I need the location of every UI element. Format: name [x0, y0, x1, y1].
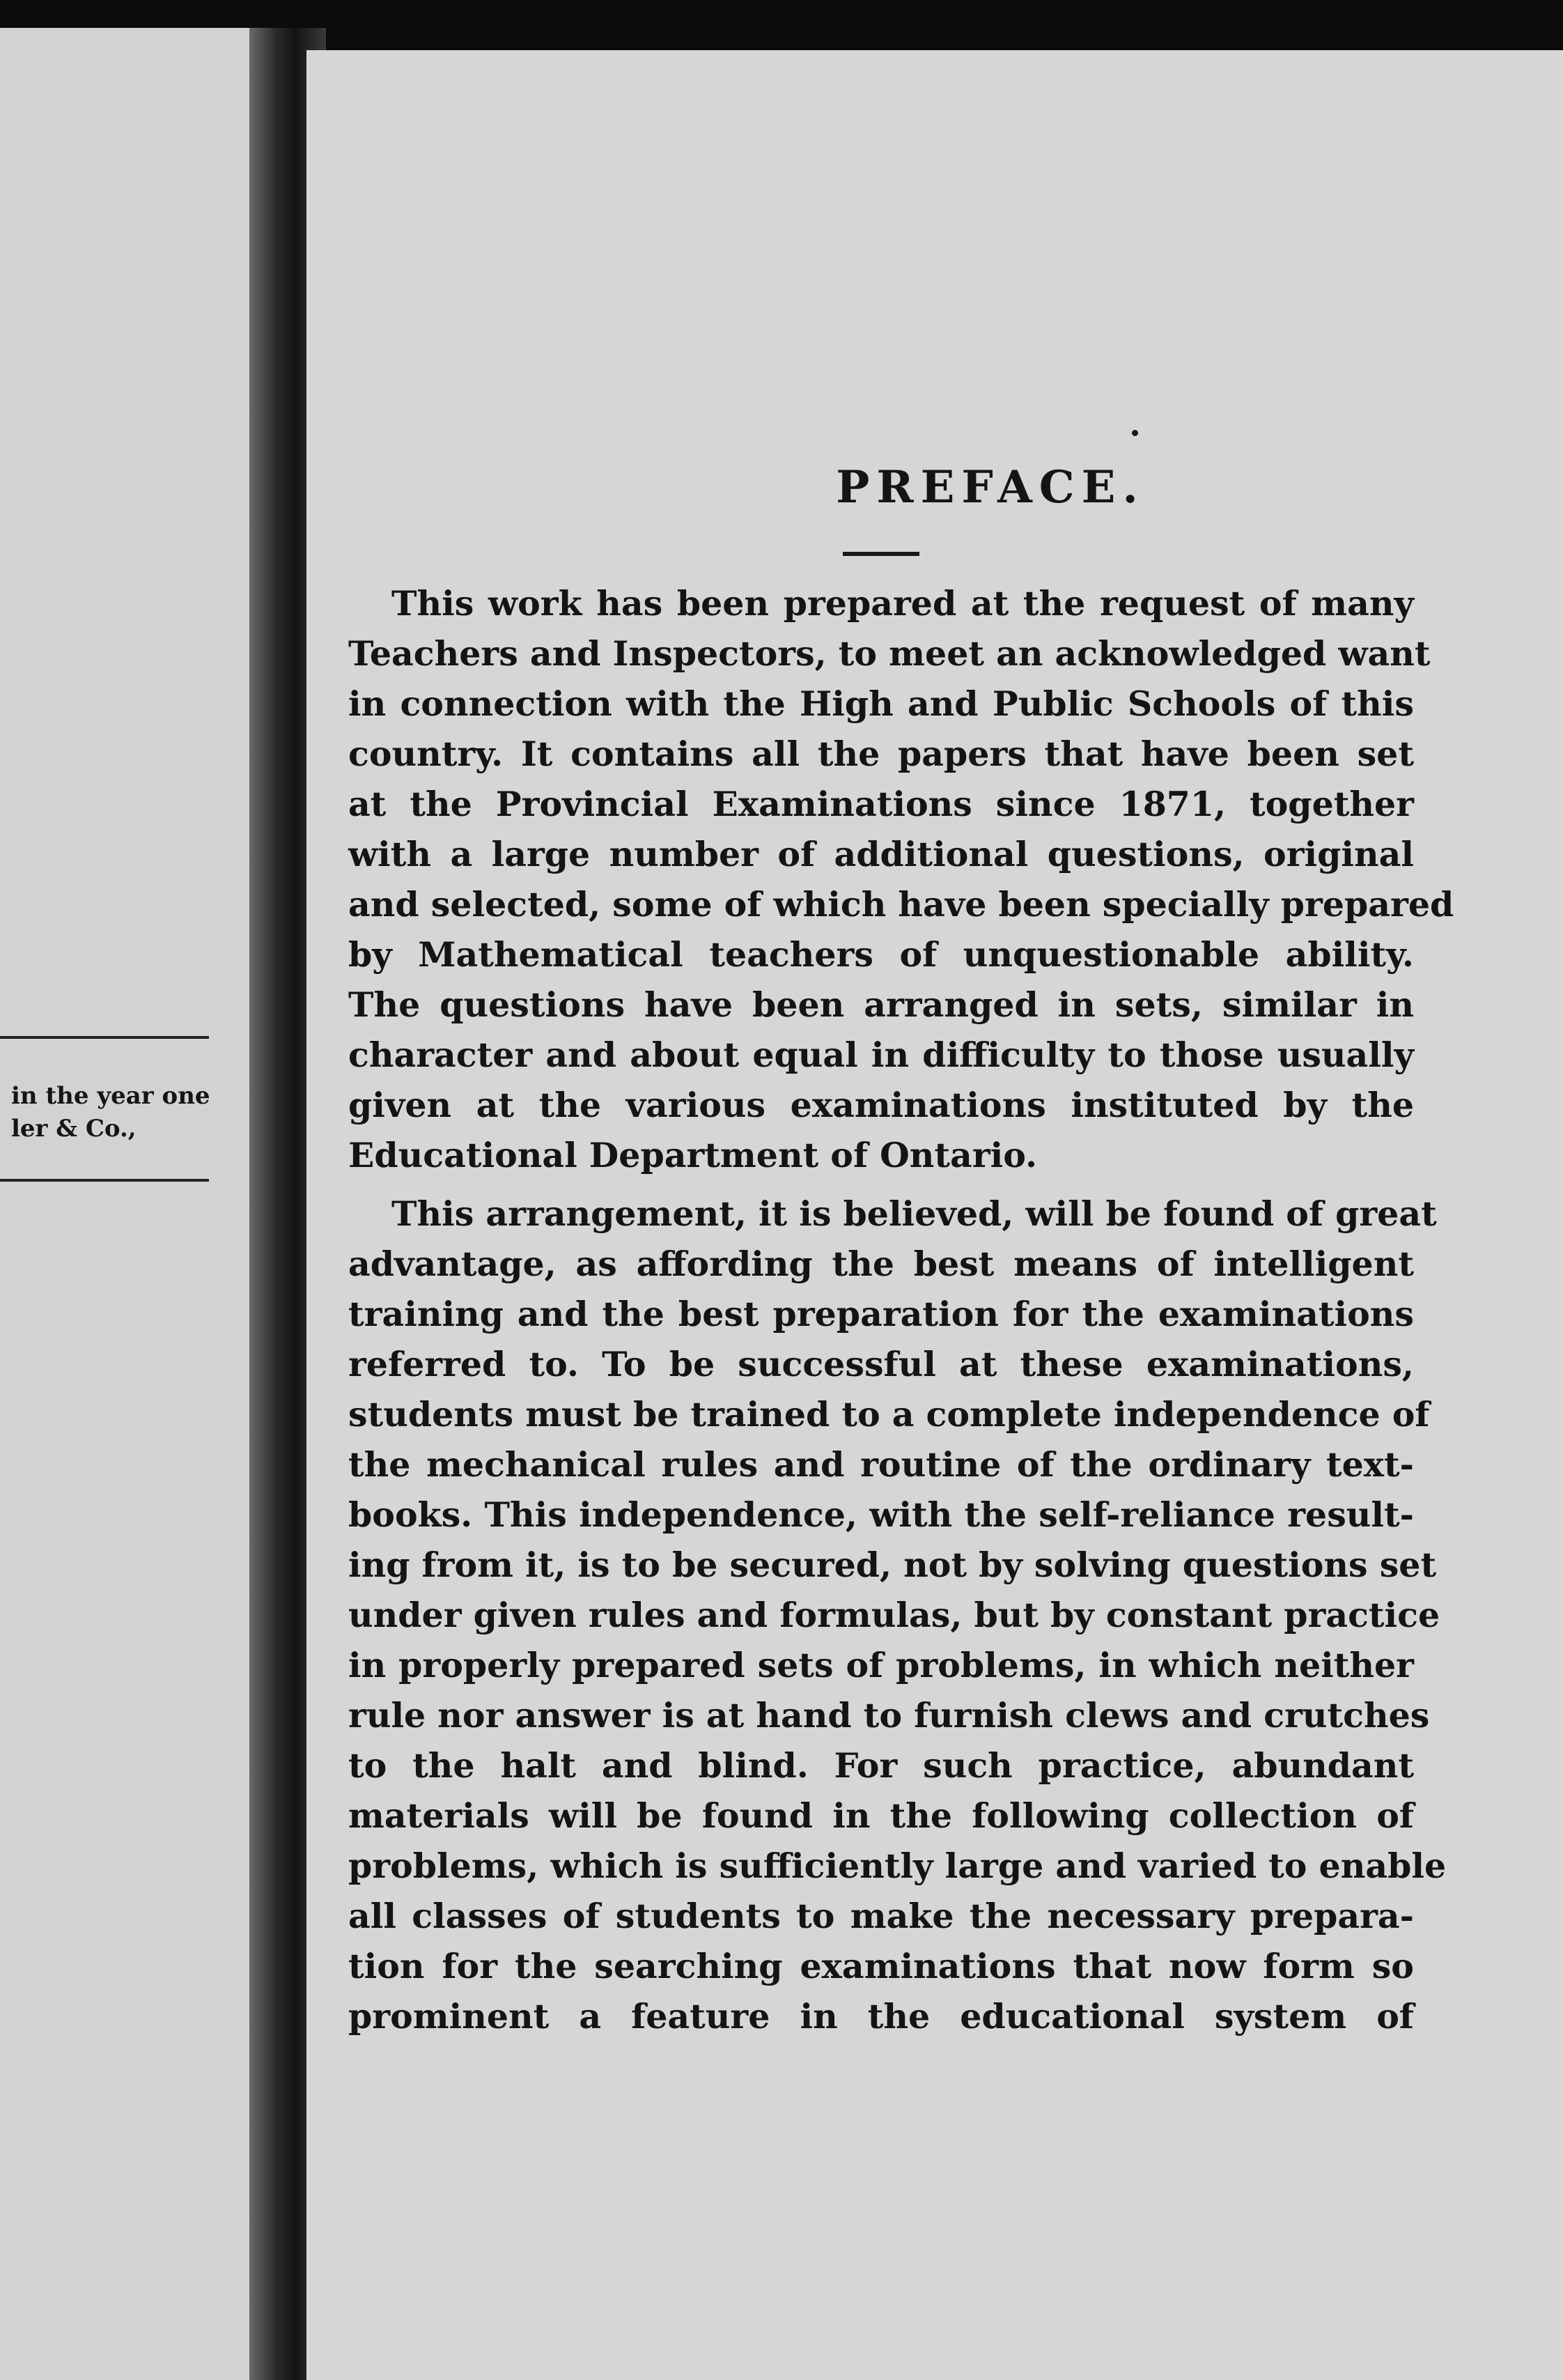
paragraph-line: and selected, some of which have been specially prepared	[348, 884, 1454, 925]
paragraph-line: to the halt and blind. For such practice, abundant	[348, 1745, 1414, 1786]
paragraph-line: at the Provincial Examinations since 1871, together	[348, 784, 1414, 824]
paragraph-line: books. This independence, with the self-reliance result-	[348, 1494, 1414, 1535]
title-rule	[843, 552, 919, 556]
paragraph-1	[348, 578, 1454, 1180]
paragraph-line: The questions have been arranged in sets, similar in	[348, 984, 1414, 1025]
paragraph-line: Teachers and Inspectors, to meet an acknowledged want	[348, 633, 1431, 674]
facing-page	[0, 28, 249, 2380]
paragraph-line: character and about equal in difficulty to those usually	[348, 1035, 1414, 1075]
paragraph-line: in properly prepared sets of problems, in which neither	[348, 1645, 1414, 1685]
paragraph-line: in connection with the High and Public Schools of this	[348, 683, 1414, 724]
ink-speck	[1132, 430, 1138, 436]
paragraph-line: ing from it, is to be secured, not by solving questions set	[348, 1545, 1437, 1585]
facing-page-line-2: ler & Co.,	[11, 1115, 137, 1143]
paragraph-line: country. It contains all the papers that have been set	[348, 734, 1414, 774]
paragraph-line: referred to. To be successful at these examinations,	[348, 1344, 1414, 1384]
paragraph-line: rule nor answer is at hand to furnish clews and crutches	[348, 1695, 1430, 1736]
paragraph-line: tion for the searching examinations that now form so	[348, 1946, 1414, 1986]
paragraph-line: materials will be found in the following collection of	[348, 1795, 1414, 1836]
facing-page-line-1: in the year one	[11, 1082, 210, 1110]
page-title: PREFACE.	[836, 461, 1145, 513]
paragraph-line: students must be trained to a complete independence of	[348, 1394, 1430, 1435]
paragraph-line: This arrangement, it is believed, will be found of great	[391, 1193, 1437, 1234]
paragraph-line: with a large number of additional questions, original	[348, 834, 1414, 874]
paragraph-line: under given rules and formulas, but by constant practice	[348, 1595, 1440, 1635]
paragraph-line: training and the best preparation for the examinations	[348, 1294, 1414, 1334]
paragraph-2	[348, 1189, 1447, 2041]
paragraph-line: prominent a feature in the educational system of	[348, 1996, 1414, 2037]
paragraph-gap	[348, 1180, 1414, 1189]
paragraph-line: This work has been prepared at the request of many	[391, 583, 1414, 624]
preface-body	[348, 578, 1454, 2041]
paragraph-line: all classes of students to make the necessary prepara-	[348, 1896, 1414, 1936]
paragraph-line: advantage, as affording the best means of intelligent	[348, 1244, 1414, 1284]
paragraph-line: the mechanical rules and routine of the ordinary text-	[348, 1444, 1414, 1485]
paragraph-line: by Mathematical teachers of unquestionable ability.	[348, 934, 1414, 975]
paragraph-line: Educational Department of Ontario.	[348, 1135, 1038, 1175]
paragraph-line: problems, which is sufficiently large and varied to enable	[348, 1846, 1447, 1886]
preface-page	[306, 50, 1563, 2380]
facing-page-rule-bottom	[0, 1179, 209, 1182]
facing-page-rule-top	[0, 1036, 209, 1039]
paragraph-line: given at the various examinations instituted by the	[348, 1085, 1414, 1125]
